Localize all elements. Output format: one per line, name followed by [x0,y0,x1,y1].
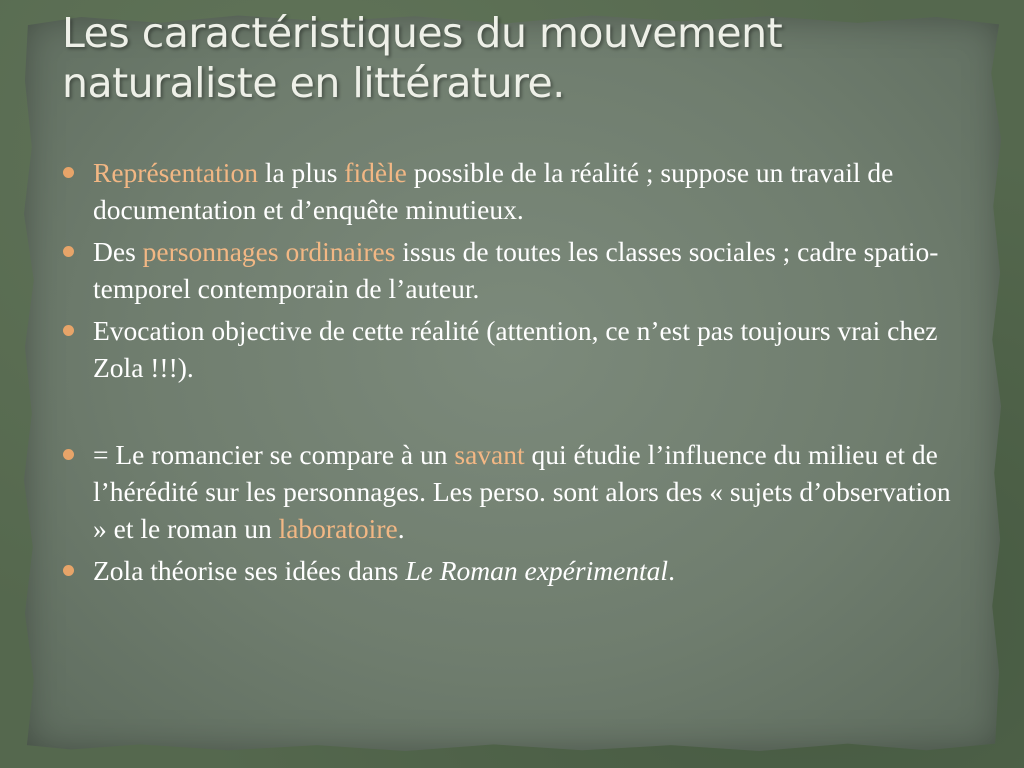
highlight-text: laboratoire [278,513,398,544]
bullet-dot-icon [63,246,74,257]
body-text: issus de toutes les classes sociales ; cadre spatio-temporel contemporain de l’auteur. [93,236,939,304]
body-text: Zola théorise ses idées dans [93,555,406,586]
bullet-item [62,233,967,307]
bullet-dot-icon [63,167,74,178]
highlight-text: Représentation [93,157,258,188]
bullet-item [62,154,967,228]
body-text: . [668,555,675,586]
body-text: Des [93,236,143,267]
highlight-text: fidèle [344,157,407,188]
bullet-dot-icon [63,565,74,576]
body-text: Evocation objective de cette réalité (attention, ce n’est pas toujours vrai chez Zola !!!). [93,315,938,383]
highlight-text: savant [454,439,525,470]
bullet-dot-icon [63,449,74,460]
body-text: = Le romancier se compare à un [93,439,455,470]
body-text: la plus [257,157,345,188]
bullet-list [62,154,967,594]
bullet-item [62,312,967,386]
highlight-text: personnages ordinaires [142,236,396,267]
body-text: possible de la réalité ; suppose un travail de documentation et d’enquête minutieux. [93,157,894,225]
slide-title: Les caractéristiques du mouvement naturaliste en littérature. [62,9,783,107]
book-title-text: Le Roman expérimental [405,555,669,586]
body-text: . [397,513,405,544]
bullet-item [62,552,967,589]
bullet-dot-icon [63,325,74,336]
body-text: qui étudie l’influence du milieu et de l’hérédité sur les personnages. Les perso. sont alors des « sujets d’observation » et le roman un [93,439,951,544]
bullet-item [62,436,967,547]
